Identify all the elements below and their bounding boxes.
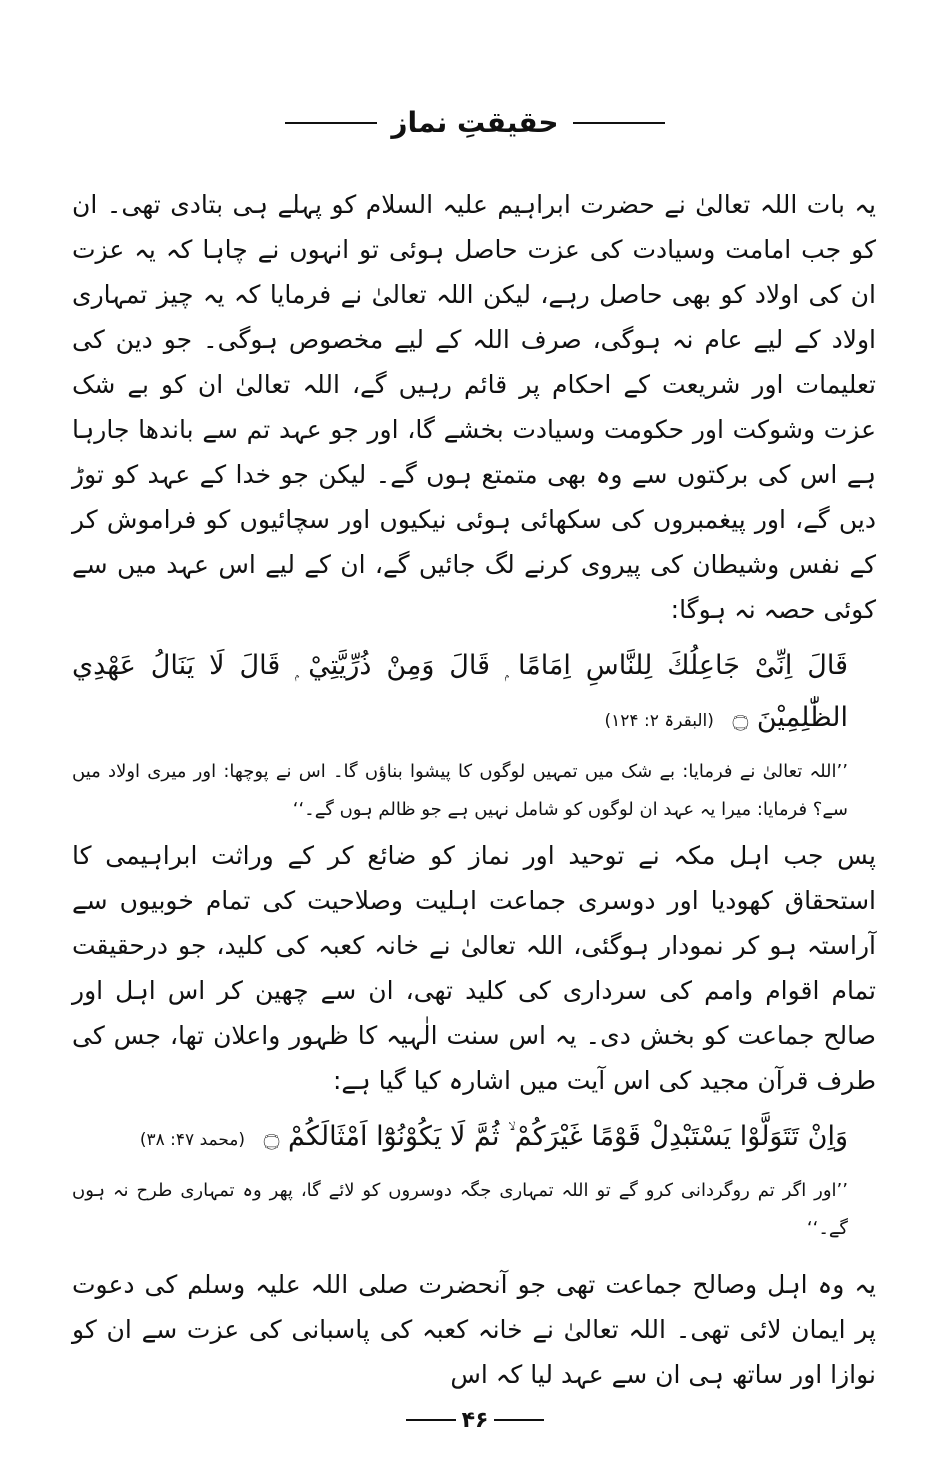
footer-rule-right [494,1419,544,1421]
verse-2-text: وَاِنْ تَتَوَلَّوْا يَسْتَبْدِلْ قَوْمًا غَيْرَكُمْ ۙ ثُمَّ لَا يَكُوْنُوْٓا اَمْثَالَكُمْ ۝ [263,1121,848,1152]
footer-rule-left [406,1419,456,1421]
page-title: حقیقتِ نماز [391,106,559,139]
header-rule-right [573,122,665,124]
header-rule-left [285,122,377,124]
page-number: ۴۶ [461,1407,489,1433]
verse-1-text: قَالَ اِنِّیْ جَاعِلُكَ لِلنَّاسِ اِمَامًا ۭ قَالَ وَمِنْ ذُرِّيَّتِيْ ۭ قَالَ لَا يَنَالُ عَهْدِي الظّٰلِمِيْنَ ۝ [72,650,848,733]
translation-2: ’’اور اگر تم روگردانی کرو گے تو اللہ تمہاری جگہ دوسروں کو لائے گا، پھر وہ تمہاری طرح نہ ہوں گے۔‘‘ [72,1180,848,1239]
paragraph-1: یہ بات اللہ تعالیٰ نے حضرت ابراہیم علیہ السلام کو پہلے ہی بتادی تھی۔ ان کو جب امامت وسیادت کی عزت حاصل ہوئی تو انہوں نے چاہا کہ یہ عزت ان کی اولاد کو بھی حاصل رہے، لیکن اللہ تعالیٰ نے فرمایا کہ یہ چیز تمہاری اولاد کے لیے عام نہ ہوگی، صرف اللہ کے لیے مخصوص ہوگی۔ جو دین کی تعلیمات اور شریعت کے احکام پر قائم رہیں گے، اللہ تعالیٰ ان کو بے شک عزت وشوکت اور حکومت وسیادت بخشے گا، اور جو عہد تم سے باندھا جارہا ہے اس کی برکتوں سے وہ بھی متمتع ہوں گے۔ لیکن جو خدا کے عہد کو توڑ دیں گے، اور پیغمبروں کی سکھائی ہوئی نیکیوں اور سچائیوں کو فراموش کر کے نفس وشیطان کی پیروی کرنے لگ جائیں گے، ان کے لیے اس عہد میں سے کوئی حصہ نہ ہوگا: [72,190,876,624]
verse-2-reference: (محمد ۴۷: ۳۸) [139,1130,246,1150]
paragraph-2: پس جب اہل مکہ نے توحید اور نماز کو ضائع کر کے وراثت ابراہیمی کا استحقاق کھودیا اور دوسری جماعت اہلیت وصلاحیت کی تمام خوبیوں سے آراستہ ہو کر نمودار ہوگئی، اللہ تعالیٰ نے خانہ کعبہ کی کلید، جو درحقیقت تمام اقوام وامم کی سرداری کی کلید تھی، ان سے چھین کر اس اہل اور صالح جماعت کو بخش دی۔ یہ اس سنت الٰہیہ کا ظہور واعلان تھا، جس کی طرف قرآن مجید کی اس آیت میں اشارہ کیا گیا ہے: [72,841,876,1095]
page-header [0,98,950,148]
translation-1: ’’اللہ تعالیٰ نے فرمایا: بے شک میں تمہیں لوگوں کا پیشوا بناؤں گا۔ اس نے پوچھا: اور میری اولاد میں سے؟ فرمایا: میرا یہ عہد ان لوگوں کو شامل نہیں ہے جو ظالم ہوں گے۔‘‘ [72,761,848,820]
body-text [72,182,876,1397]
paragraph-3: یہ وہ اہل وصالح جماعت تھی جو آنحضرت صلی اللہ علیہ وسلم کی دعوت پر ایمان لائی تھی۔ اللہ تعالیٰ نے خانہ کعبہ کی پاسبانی کی عزت سے ان کو نوازا اور ساتھ ہی ان سے عہد لیا کہ اس [72,1270,876,1389]
quran-verse-1 [72,640,876,747]
page-footer [0,1400,950,1440]
quran-verse-2 [72,1111,876,1166]
verse-1-reference: (البقرۃ ۲: ۱۲۴) [604,711,714,731]
